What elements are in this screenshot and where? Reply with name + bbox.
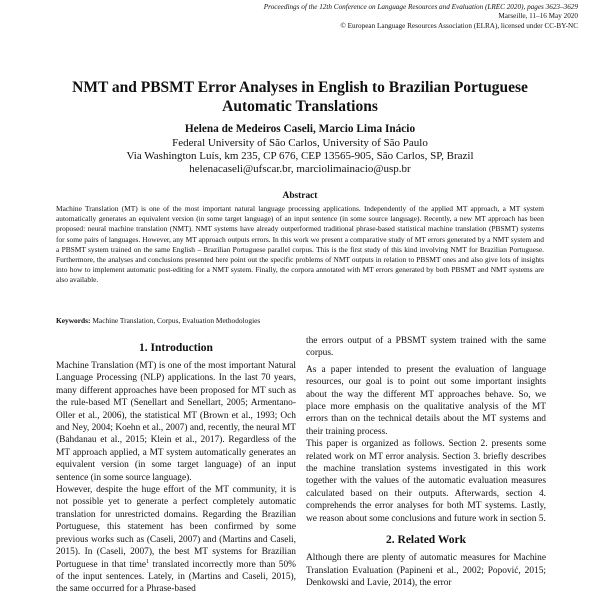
right-paragraph-2: This paper is organized as follows. Section 2. presents some related work on MT error analysis. Section 3. briefly describes the machine translation systems investigated in this work together with the values of the automatic evaluation measures calculated based on their outputs. Afterwards, section 4. comprehends the error analyses for both MT systems. Lastly, we reason about some conclusions and future work in section 5. bbox=[306, 439, 546, 524]
intro-paragraph-2-part-b: translated incorrectly more than 50% of the input sentences. Lately, in (Martins and Caseli, 2015), the same occurred for a Phrase-based bbox=[56, 559, 296, 595]
author-block bbox=[0, 123, 600, 176]
address: Via Washington Luís, km 235, CP 676, CEP 13565-905, São Carlos, SP, Brazil bbox=[126, 150, 474, 162]
emails: helenacaseli@ufscar.br, marciolimainacio@usp.br bbox=[189, 163, 411, 175]
venue-line: Marseille, 11–16 May 2020 bbox=[498, 12, 578, 21]
intro-paragraph-2 bbox=[56, 484, 296, 596]
related-work-heading: 2. Related Work bbox=[386, 534, 466, 547]
introduction-heading: 1. Introduction bbox=[139, 342, 213, 354]
keywords-line bbox=[56, 316, 544, 326]
title-line-2: Automatic Translations bbox=[222, 98, 378, 115]
title-line-1: NMT and PBSMT Error Analyses in English to Brazilian Portuguese bbox=[72, 79, 528, 96]
right-column bbox=[306, 335, 546, 589]
abstract-heading: Abstract bbox=[282, 191, 318, 201]
right-paragraph-1: As a paper intended to present the evaluation of language resources, our goal is to point out some important insights about the way the different MT approaches behave. So, we place more emphasis on the qualitative analysis of the MT errors than on the technical details about the MT systems and their training process. bbox=[306, 364, 546, 437]
proceedings-line: Proceedings of the 12th Conference on Language Resources and Evaluation (LREC 2020), pages 3623–3629 bbox=[263, 3, 578, 11]
proceedings-header bbox=[198, 3, 578, 31]
abstract-text: Machine Translation (MT) is one of the most important natural language processing applications. Independently of the applied MT approach, a MT system automatically generates an equivalent version (in some target language) of an input sentence (in some source language). Recently, a new MT approach has been proposed: neural machine translation (NMT). NMT systems have already outperformed traditional phrase-based statistical machine translation (PBSMT) systems for some pairs of languages. However, any MT approach outputs errors. In this work we present a comparative study of MT errors generated by a NMT system and a PBSMT system trained on the same English – Brazilian Portuguese parallel corpus. This is the first study of this kind involving NMT for Brazilian Portuguese. Furthermore, the analyses and conclusions presented here point out the specific problems of NMT outputs in relation to PBSMT ones and also give lots of insights into how to implement automatic post-editing for a NMT system. Finally, the corpora annotated with MT errors generated by both PBSMT and NMT systems are also available. bbox=[56, 204, 544, 285]
license-line: © European Language Resources Association (ELRA), licensed under CC-BY-NC bbox=[340, 21, 578, 30]
keywords-text: Machine Translation, Corpus, Evaluation Methodologies bbox=[92, 316, 261, 325]
left-column bbox=[56, 338, 296, 596]
author-names: Helena de Medeiros Caseli, Marcio Lima Inácio bbox=[184, 123, 416, 135]
right-paragraph-0: the errors output of a PBSMT system trained with the same corpus. bbox=[306, 336, 546, 359]
related-work-paragraph: Although there are plenty of automatic measures for Machine Translation Evaluation (Papineni et al., 2002; Popović, 2015; Denkowski and Lavie, 2014), the error bbox=[306, 553, 546, 588]
affiliation: Federal University of São Carlos, University of São Paulo bbox=[172, 137, 428, 149]
keywords-label: Keywords: bbox=[56, 316, 91, 325]
footnote-marker: 1 bbox=[146, 558, 150, 565]
intro-paragraph-2-part-a: However, despite the huge effort of the MT community, it is not possible yet to generate a perfect completely automatic translation for unrestricted domains. Regarding the Brazilian Portuguese, this statement has been confirmed by some previous works such as (Caseli, 2007) and (Martins and Caseli, 2015). In (Caseli, 2007), the best MT systems for Brazilian Portuguese in that time bbox=[56, 485, 296, 570]
intro-paragraph-1: Machine Translation (MT) is one of the most important Natural Language Processing (NLP) applications. In the last 70 years, many different approaches have been proposed for MT such as the rule-based MT (Senellart and Senellart, 2005; Armentano-Oller et al., 2006), the statistical MT (Brown et al., 1993; Och and Ney, 2004; Koehn et al., 2007) and, recently, the neural MT (Bahdanau et al., 2015; Klein et al., 2017). Regardless of the MT approach applied, a MT system automatically generates an equivalent version (in some target language) of an input sentence (in some source language). bbox=[56, 361, 296, 483]
paper-title bbox=[0, 78, 600, 116]
